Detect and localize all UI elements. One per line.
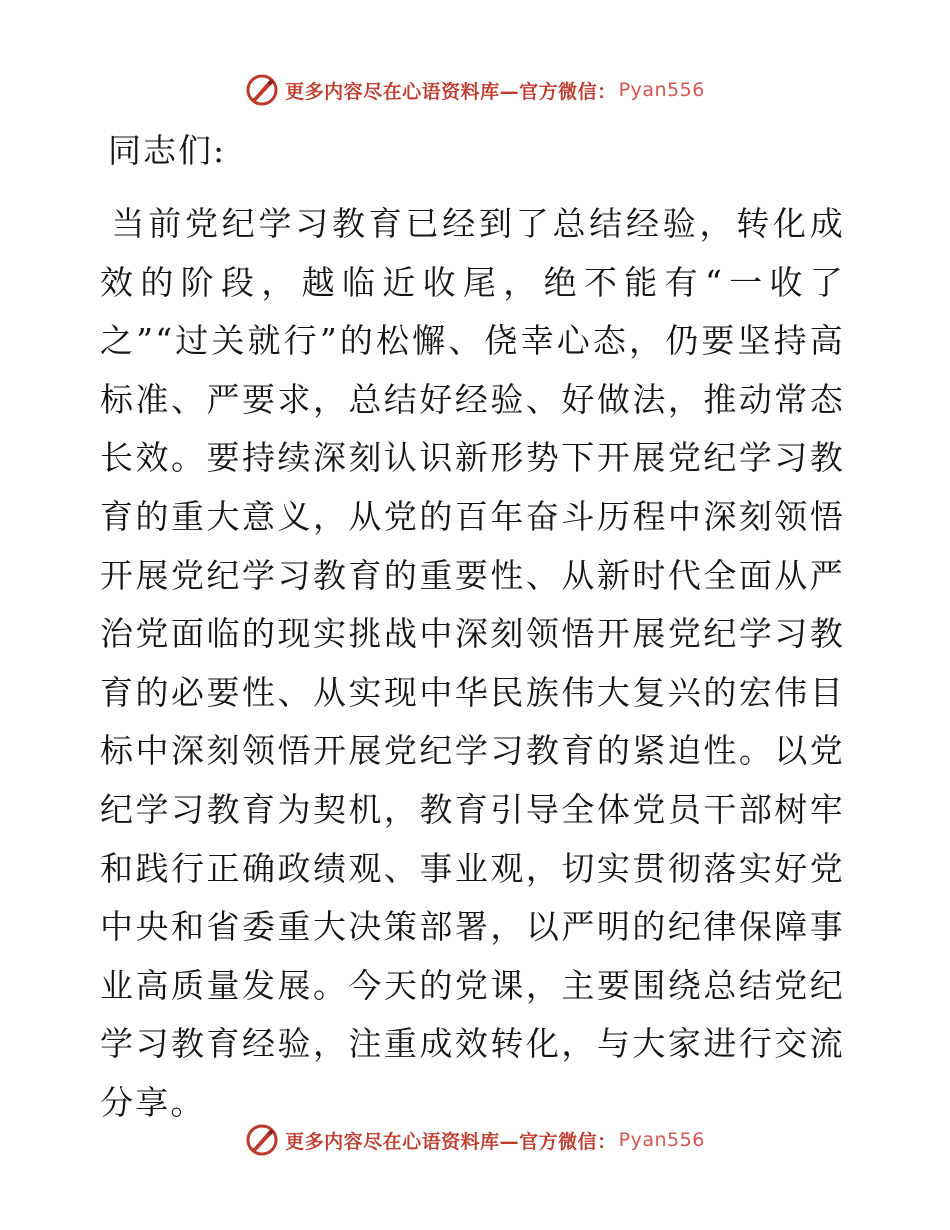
banner-text: 更多内容尽在心语资料库—官方微信： (285, 80, 617, 103)
banner-text: 更多内容尽在心语资料库—官方微信： (285, 1130, 617, 1153)
paragraph-text: 当前党纪学习教育已经到了总结经验，转化成效的阶段，越临近收尾，绝不能有“一收了之”“过关就行”的松懈、侥幸心态，仍要坚持高标准、严要求，总结好经验、好做法，推动常态长效。要持续深刻认识新形势下开展党纪学习教育的重大意义，从党的百年奋斗历程中深刻领悟开展党纪学习教育的重要性、从新时代全面从严治党面临的现实挑战中深刻领悟开展党纪学习教育的必要性、从实现中华民族伟大复兴的宏伟目标中深刻领悟开展党纪学习教育的紧迫性。以党纪学习教育为契机，教育引导全体党员干部树牢和践行正确政绩观、事业观，切实贯彻落实好党中央和省委重大决策部署，以严明的纪律保障事业高质量发展。今天的党课，主要围绕总结党纪学习教育经验，注重成效转化，与大家进行交流分享。 (100, 204, 845, 1122)
banner-wechat-handle: Pyan556 (618, 1129, 705, 1151)
pen-circle-logo-icon (245, 1123, 279, 1157)
header-banner (0, 68, 950, 112)
body-paragraph (100, 195, 845, 1133)
pen-circle-logo-icon (245, 73, 279, 107)
greeting: 同志们: (108, 131, 227, 170)
banner-wechat-handle: Pyan556 (618, 79, 705, 101)
footer-banner (0, 1118, 950, 1162)
